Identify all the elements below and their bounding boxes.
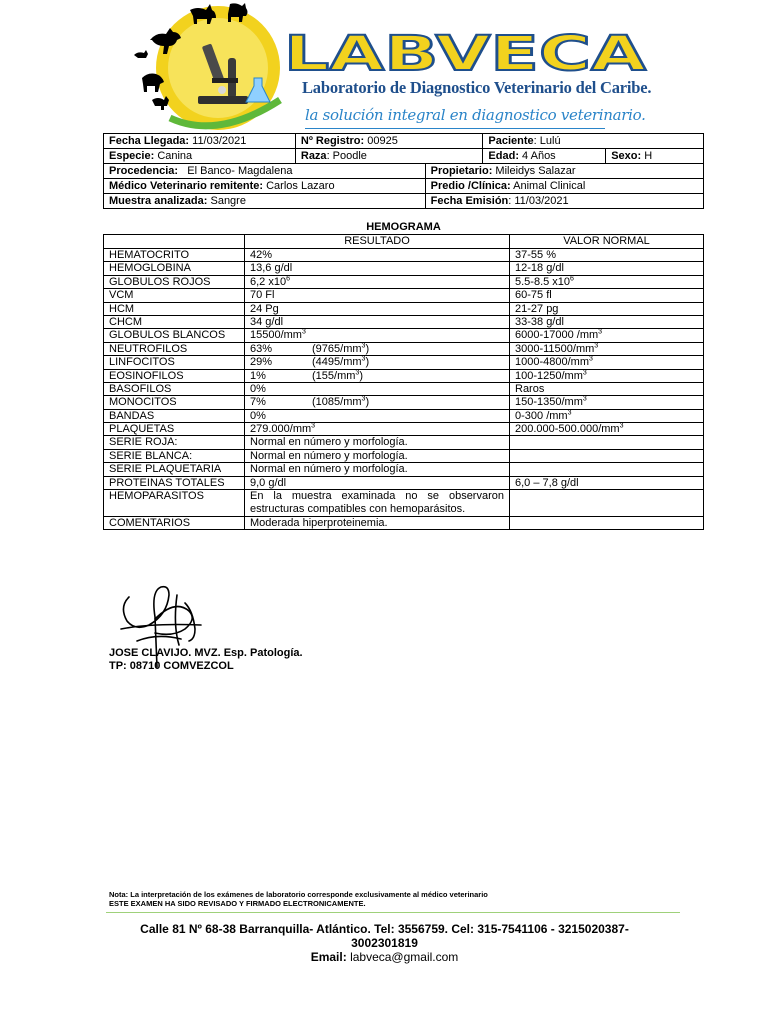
result-value: 63% (250, 342, 273, 355)
lab-slogan: la solución integral en diagnostico veterinario. (305, 106, 646, 124)
superscript: 6 (286, 275, 290, 283)
normal-value: 6000-17000 /mm (515, 329, 599, 342)
edad-cell: Edad: 4 Años (483, 149, 606, 164)
result-value: 15500/mm (250, 329, 302, 342)
param-name: GLOBULOS ROJOS (109, 275, 211, 288)
result-value: 0% (250, 382, 266, 395)
result-value: Normal en número y morfología. (250, 449, 408, 462)
superscript: 3 (361, 395, 366, 403)
table-row (104, 517, 704, 530)
table-row (104, 342, 704, 355)
table-row (104, 329, 704, 342)
normal-value-cell (510, 409, 704, 422)
patient-info-table (103, 133, 704, 209)
col-valor-normal: VALOR NORMAL (510, 235, 704, 249)
footer-address: Calle 81 Nº 68-38 Barranquilla- Atlántico. Tel: 3556759. Cel: 315-7541106 - 3215020387-3002301819 (140, 922, 629, 950)
superscript: 3 (361, 342, 366, 350)
absolute-close: ) (365, 342, 370, 355)
normal-value-cell (510, 342, 704, 355)
param-name: CHCM (109, 315, 142, 328)
result-cell (245, 315, 510, 328)
superscript: 3 (355, 368, 360, 376)
param-name: MONOCITOS (109, 396, 177, 409)
absolute-value: (4495/mm (312, 356, 362, 369)
result-cell (245, 249, 510, 262)
superscript: 3 (311, 422, 316, 430)
absolute-value: (155/mm (312, 369, 356, 382)
param-name: SERIE BLANCA: (109, 449, 193, 462)
result-cell (245, 449, 510, 462)
normal-value: 6,0 – 7,8 g/dl (515, 476, 579, 489)
result-cell (245, 262, 510, 275)
footer-note-line2: ESTE EXAMEN HA SIDO REVISADO Y FIRMADO ELECTRONICAMENTE. (109, 898, 366, 908)
table-row (104, 449, 704, 462)
superscript: 3 (361, 355, 366, 363)
normal-value: 12-18 g/dl (515, 262, 564, 275)
brand-wordmark (280, 30, 650, 76)
info-row (104, 194, 704, 209)
predio-cell: Predio /Clínica: Animal Clinical (425, 179, 703, 194)
normal-value-cell (510, 436, 704, 449)
param-name: SERIE ROJA: (109, 436, 178, 449)
info-row (104, 179, 704, 194)
result-value: En la muestra examinada no se observaron estructuras compatibles con hemoparásitos. (250, 490, 504, 516)
normal-value-cell (510, 275, 704, 288)
param-name-cell (104, 382, 245, 395)
normal-value-cell (510, 449, 704, 462)
normal-value-cell (510, 423, 704, 436)
absolute-close: ) (365, 356, 370, 369)
result-cell (245, 517, 510, 530)
param-name-cell (104, 517, 245, 530)
result-value: 279.000/mm (250, 423, 312, 436)
result-cell (245, 356, 510, 369)
table-row (104, 490, 704, 517)
param-name: COMENTARIOS (109, 517, 191, 530)
footer-divider (106, 912, 680, 913)
superscript: 3 (619, 422, 624, 430)
result-value: 1% (250, 369, 266, 382)
propietario-cell: Propietario: Mileidys Salazar (425, 164, 703, 179)
param-name: HEMATOCRITO (109, 249, 190, 261)
param-name: HEMOPARASITOS (109, 490, 204, 503)
normal-value-cell (510, 302, 704, 315)
especie-cell: Especie: Canina (104, 149, 296, 164)
header-logo (130, 0, 650, 135)
result-value: 0% (250, 409, 266, 422)
signer-block (109, 647, 303, 673)
param-name-cell (104, 396, 245, 409)
info-row (104, 164, 704, 179)
table-row (104, 423, 704, 436)
normal-value-cell (510, 463, 704, 476)
param-name-cell (104, 369, 245, 382)
result-value: 70 Fl (250, 289, 275, 302)
result-value: 13,6 g/dl (250, 262, 293, 275)
normal-value: 3000-11500/mm (515, 342, 595, 355)
normal-value-cell (510, 249, 704, 262)
hemograma-header-row (104, 235, 704, 249)
param-name-cell (104, 289, 245, 302)
result-cell (245, 289, 510, 302)
table-row (104, 262, 704, 275)
result-value: 42% (250, 249, 273, 261)
hemograma-title: HEMOGRAMA (366, 221, 441, 233)
table-row (104, 463, 704, 476)
result-value: 24 Pg (250, 302, 279, 315)
procedencia-cell: Procedencia: El Banco- Magdalena (104, 164, 426, 179)
param-name: LINFOCITOS (109, 356, 175, 369)
result-cell (245, 302, 510, 315)
normal-value: 100-1250/mm (515, 369, 583, 382)
table-row (104, 476, 704, 489)
param-name: HCM (109, 302, 135, 315)
normal-value: 37-55 % (515, 249, 556, 261)
absolute-close: ) (365, 396, 370, 409)
svg-text:LABVECA: LABVECA (284, 30, 646, 76)
superscript: 3 (301, 328, 306, 336)
normal-value-cell (510, 369, 704, 382)
param-name-cell (104, 490, 245, 517)
table-row (104, 436, 704, 449)
normal-value-cell (510, 289, 704, 302)
paciente-cell: Paciente: Lulú (483, 134, 704, 149)
col-parametro (104, 235, 245, 249)
col-resultado: RESULTADO (245, 235, 510, 249)
footer-note (109, 891, 488, 908)
raza-cell: Raza: Poodle (295, 149, 483, 164)
result-cell (245, 476, 510, 489)
param-name-cell (104, 302, 245, 315)
result-cell (245, 409, 510, 422)
param-name-cell (104, 463, 245, 476)
superscript: 3 (582, 368, 587, 376)
emision-cell: Fecha Emisión: 11/03/2021 (425, 194, 703, 209)
table-row (104, 409, 704, 422)
table-row (104, 289, 704, 302)
email-value: labveca@gmail.com (350, 950, 459, 964)
param-name-cell (104, 409, 245, 422)
table-row (104, 315, 704, 328)
result-value: 9,0 g/dl (250, 476, 287, 489)
param-name-cell (104, 436, 245, 449)
logo-emblem-icon (130, 0, 300, 135)
table-row (104, 302, 704, 315)
result-value: 7% (250, 396, 266, 409)
normal-value: 60-75 fl (515, 289, 552, 302)
param-name-cell (104, 275, 245, 288)
hemograma-table (103, 234, 704, 530)
result-cell (245, 490, 510, 517)
superscript: 6 (570, 275, 574, 283)
sexo-cell: Sexo: H (606, 149, 704, 164)
footer-email (112, 950, 657, 964)
param-name-cell (104, 249, 245, 262)
footer-note-line1: Nota: La interpretación de los exámenes de laboratorio corresponde exclusivamente al médico veterinario (109, 890, 488, 899)
param-name-cell (104, 423, 245, 436)
normal-value: 0-300 /mm (515, 409, 568, 422)
result-cell (245, 329, 510, 342)
email-label: Email: (310, 950, 347, 964)
info-row (104, 134, 704, 149)
absolute-value: (1085/mm (312, 396, 362, 409)
fecha-llegada-cell: Fecha Llegada: 11/03/2021 (104, 134, 296, 149)
param-name-cell (104, 329, 245, 342)
param-name-cell (104, 315, 245, 328)
table-row (104, 356, 704, 369)
result-cell (245, 342, 510, 355)
muestra-cell: Muestra analizada: Sangre (104, 194, 426, 209)
registro-cell: Nº Registro: 00925 (295, 134, 483, 149)
table-row (104, 275, 704, 288)
result-value: 6,2 x10 (250, 275, 287, 288)
normal-value-cell (510, 517, 704, 530)
result-cell (245, 369, 510, 382)
signer-tp: TP: 08710 COMVEZCOL (109, 660, 234, 672)
param-name: EOSINOFILOS (109, 369, 184, 382)
absolute-close: ) (359, 369, 363, 382)
result-cell (245, 382, 510, 395)
absolute-value: (9765/mm (312, 342, 362, 355)
table-row (104, 382, 704, 395)
normal-value: 33-38 g/dl (515, 315, 564, 328)
result-value: Normal en número y morfología. (250, 436, 408, 449)
param-name: NEUTROFILOS (109, 342, 188, 355)
result-cell (245, 423, 510, 436)
param-name-cell (104, 476, 245, 489)
param-name-cell (104, 356, 245, 369)
normal-value-cell (510, 382, 704, 395)
normal-value-cell (510, 356, 704, 369)
info-row (104, 149, 704, 164)
param-name-cell (104, 342, 245, 355)
superscript: 3 (567, 409, 572, 417)
normal-value: 1000-4800/mm (515, 356, 589, 369)
param-name: GLOBULOS BLANCOS (109, 329, 226, 342)
result-value: Moderada hiperproteinemia. (250, 517, 388, 530)
normal-value-cell (510, 490, 704, 517)
superscript: 3 (594, 342, 599, 350)
param-name: BANDAS (109, 409, 155, 422)
param-name-cell (104, 262, 245, 275)
normal-value: 21-27 pg (515, 302, 559, 315)
normal-value-cell (510, 262, 704, 275)
normal-value: 5.5-8.5 x10 (515, 275, 571, 288)
result-cell (245, 463, 510, 476)
table-row (104, 396, 704, 409)
table-row (104, 369, 704, 382)
normal-value: 150-1350/mm (515, 396, 583, 409)
normal-value-cell (510, 476, 704, 489)
slogan-underline (305, 128, 605, 129)
signer-name: JOSE CLAVIJO. MVZ. Esp. Patología. (109, 647, 303, 659)
result-cell (245, 275, 510, 288)
table-row (104, 249, 704, 262)
param-name: PLAQUETAS (109, 423, 175, 436)
param-name: VCM (109, 289, 134, 302)
result-value: Normal en número y morfología. (250, 463, 408, 476)
normal-value-cell (510, 329, 704, 342)
normal-value-cell (510, 396, 704, 409)
param-name: PROTEINAS TOTALES (109, 476, 225, 489)
param-name: BASOFILOS (109, 382, 172, 395)
param-name: HEMOGLOBINA (109, 262, 191, 275)
superscript: 3 (598, 328, 603, 336)
normal-value: Raros (515, 382, 545, 395)
result-cell (245, 436, 510, 449)
normal-value-cell (510, 315, 704, 328)
result-value: 34 g/dl (250, 315, 284, 328)
param-name: SERIE PLAQUETARIA (109, 463, 222, 476)
superscript: 3 (582, 395, 587, 403)
lab-subtitle: Laboratorio de Diagnostico Veterinario del Caribe. (302, 78, 652, 97)
result-value: 29% (250, 356, 273, 369)
medico-cell: Médico Veterinario remitente: Carlos Lazaro (104, 179, 426, 194)
result-cell (245, 396, 510, 409)
normal-value: 200.000-500.000/mm (515, 423, 620, 436)
param-name-cell (104, 449, 245, 462)
superscript: 3 (589, 355, 593, 363)
